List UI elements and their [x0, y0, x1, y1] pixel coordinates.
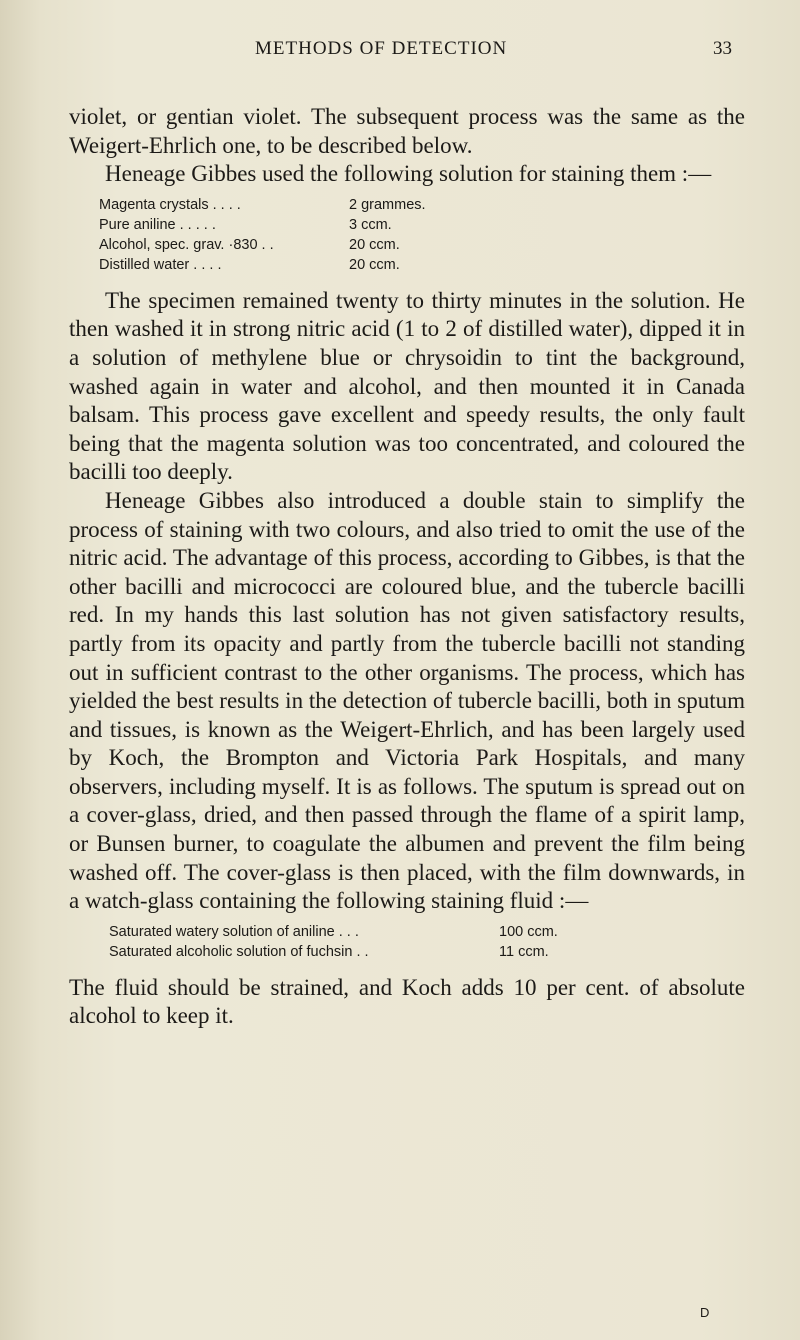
quantity: 20 ccm.	[349, 236, 400, 253]
ingredient: Saturated alcoholic solution of fuchsin . .	[109, 943, 369, 960]
signature-mark: D	[700, 1305, 710, 1320]
recipe-row	[99, 195, 745, 215]
body-text	[69, 103, 745, 1031]
paragraph: Heneage Gibbes also introduced a double stain to simplify the process of staining with two colours, and also tried to omit the use of the nitric acid. The advantage of this process, according to Gibbes, is that the other bacilli and micrococci are coloured blue, and the tubercle bacilli red. In my hands this last solution has not given satisfactory results, partly from its opacity and partly from the tubercle bacilli not standing out in sufficient contrast to the other organisms. The process, which has yielded the best results in the detection of tubercle bacilli, both in sputum and tissues, is known as the Weigert-Ehrlich, and has been largely used by Koch, the Brompton and Victoria Park Hospitals, and many observers, including myself. It is as follows. The sputum is spread out on a cover-glass, dried, and then passed through the flame of a spirit lamp, or Bunsen burner, to coagulate the albumen and prevent the film being washed off. The cover-glass is then placed, with the film downwards, in a watch-glass containing the following staining fluid :—	[69, 487, 745, 914]
paragraph: violet, or gentian violet. The subsequent process was the same as the Weigert-Ehrlich one, to be described below.	[69, 104, 745, 158]
ingredient: Alcohol, spec. grav. ·830 . .	[99, 236, 274, 253]
quantity: 11 ccm.	[499, 943, 549, 960]
paragraph: Heneage Gibbes used the following solution for staining them :—	[105, 161, 712, 187]
header-title: METHODS OF DETECTION	[255, 38, 508, 59]
recipe-row	[109, 942, 745, 962]
running-header	[0, 38, 800, 68]
recipe-row	[99, 255, 745, 275]
recipe-table-magenta	[99, 195, 745, 275]
recipe-row	[99, 235, 745, 255]
paragraph: The fluid should be strained, and Koch adds 10 per cent. of absolute alcohol to keep it.	[69, 974, 745, 1029]
quantity: 100 ccm.	[499, 923, 558, 940]
ingredient: Distilled water . . . .	[99, 256, 222, 273]
recipe-table-fuchsin	[109, 922, 745, 962]
page-number: 33	[713, 38, 732, 59]
ingredient: Magenta crystals . . . .	[99, 196, 241, 213]
recipe-row	[99, 215, 745, 235]
ingredient: Saturated watery solution of aniline . . .	[109, 923, 359, 940]
paragraph: The specimen remained twenty to thirty minutes in the solution. He then washed it in strong nitric acid (1 to 2 of distilled water), dipped it in a solution of methylene blue or chrysoidin to tint the background, washed again in water and alcohol, and then mounted it in Canada balsam. This process gave excellent and speedy results, the only fault being that the magenta solution was too concentrated, and coloured the bacilli too deeply.	[69, 287, 745, 485]
quantity: 3 ccm.	[349, 216, 392, 233]
quantity: 2 grammes.	[349, 196, 426, 213]
quantity: 20 ccm.	[349, 256, 400, 273]
recipe-row	[109, 922, 745, 942]
ingredient: Pure aniline . . . . .	[99, 216, 216, 233]
